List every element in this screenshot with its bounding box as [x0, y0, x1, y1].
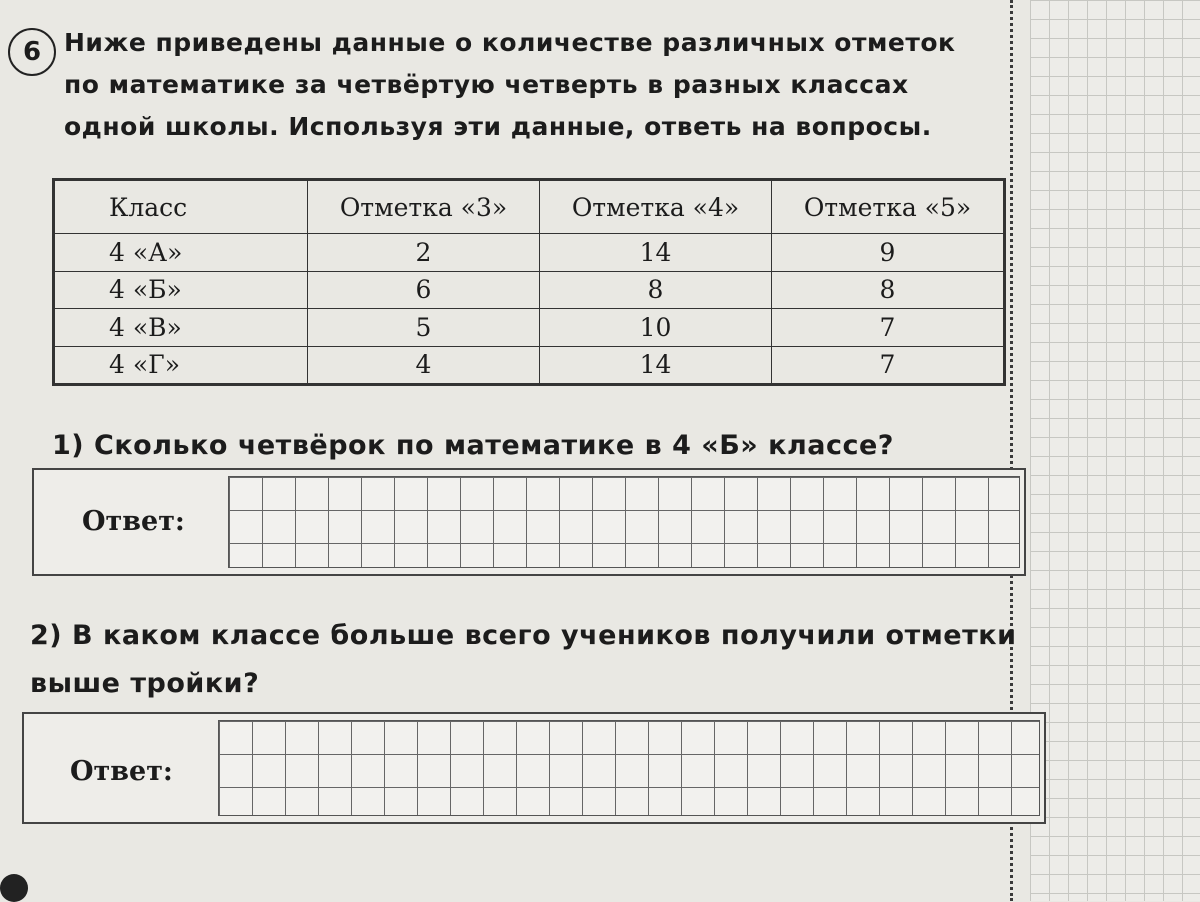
header-grade-5: Отметка «5»: [772, 181, 1004, 234]
answer-label: Ответ:: [82, 506, 185, 537]
answer-grid-2[interactable]: [218, 720, 1040, 816]
table-row: [55, 271, 1004, 309]
header-class: Класс: [55, 181, 308, 234]
grades-table: [52, 178, 1006, 386]
cell-grade-3: 5: [308, 309, 540, 347]
table-row: [55, 309, 1004, 347]
cell-grade-4: 10: [540, 309, 772, 347]
cell-class: 4 «Г»: [55, 346, 308, 384]
cell-grade-4: 14: [540, 234, 772, 272]
cell-class: 4 «В»: [55, 309, 308, 347]
pen-mark: [0, 874, 28, 902]
cell-class: 4 «Б»: [55, 271, 308, 309]
table-header-row: [55, 181, 1004, 234]
cell-grade-3: 4: [308, 346, 540, 384]
cell-grade-5: 7: [772, 346, 1004, 384]
task-intro: Ниже приведены данные о количестве различных отметок по математике за четвёртую четверть в разных классах одной школы. Используя эти данные, ответь на вопросы.: [64, 28, 956, 141]
answer-box-2: [22, 712, 1046, 824]
question-1: 1) Сколько четвёрок по математике в 4 «Б» классе?: [52, 430, 894, 461]
cell-class: 4 «А»: [55, 234, 308, 272]
table-row: [55, 346, 1004, 384]
cell-grade-3: 2: [308, 234, 540, 272]
cell-grade-5: 9: [772, 234, 1004, 272]
answer-grid-1[interactable]: [228, 476, 1020, 568]
cell-grade-4: 14: [540, 346, 772, 384]
answer-label: Ответ:: [70, 756, 173, 787]
header-grade-3: Отметка «3»: [308, 181, 540, 234]
task-number-badge: 6: [8, 28, 56, 76]
cell-grade-4: 8: [540, 271, 772, 309]
question-2: 2) В каком классе больше всего учеников получили отметки выше тройки?: [30, 620, 1017, 699]
table-row: [55, 234, 1004, 272]
cell-grade-3: 6: [308, 271, 540, 309]
answer-box-1: [32, 468, 1026, 576]
header-grade-4: Отметка «4»: [540, 181, 772, 234]
cell-grade-5: 7: [772, 309, 1004, 347]
graph-paper-margin: [1030, 0, 1200, 901]
cell-grade-5: 8: [772, 271, 1004, 309]
